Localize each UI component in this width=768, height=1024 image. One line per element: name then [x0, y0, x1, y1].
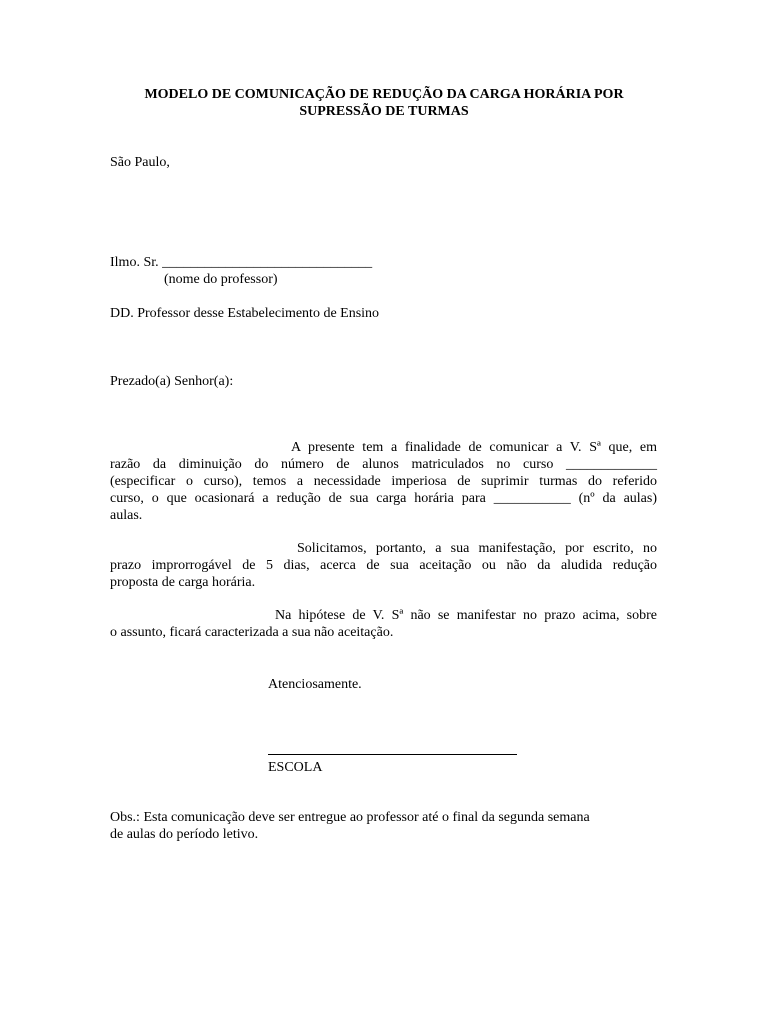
title-line-1: MODELO DE COMUNICAÇÃO DE REDUÇÃO DA CARGA HORÁRIA POR — [144, 87, 624, 102]
paragraph-2-line: proposta de carga horária. — [110, 575, 256, 590]
paragraph-3-line: Na hipótese de V. Sª não se manifestar no prazo acima, sobre — [275, 608, 657, 623]
paragraph-1-line: curso, o que ocasionará a redução de sua carga horária para ___________ (nº da aulas) — [110, 491, 657, 506]
salutation: Prezado(a) Senhor(a): — [110, 374, 234, 389]
title-line-2: SUPRESSÃO DE TURMAS — [299, 104, 469, 119]
paragraph-1-line: razão da diminuição do número de alunos matriculados no curso _____________ — [110, 457, 657, 472]
note-line-1: Obs.: Esta comunicação deve ser entregue ao professor até o final da segunda semana — [110, 810, 590, 825]
signature-label: ESCOLA — [268, 760, 323, 775]
paragraph-2 — [110, 540, 657, 591]
paragraph-1-line: (especificar o curso), temos a necessidade imperiosa de suprimir turmas do referido — [110, 474, 657, 489]
paragraph-1 — [110, 439, 657, 524]
recipient-line: Ilmo. Sr. ______________________________ — [110, 255, 373, 270]
paragraph-3 — [110, 607, 657, 641]
document-title — [104, 86, 664, 120]
paragraph-1-line: aulas. — [110, 508, 143, 523]
paragraph-3-line: o assunto, ficará caracterizada a sua não aceitação. — [110, 625, 394, 640]
paragraph-2-line: Solicitamos, portanto, a sua manifestação, por escrito, no — [297, 541, 657, 556]
recipient-role: DD. Professor desse Estabelecimento de Ensino — [110, 306, 380, 321]
recipient-hint: (nome do professor) — [164, 272, 278, 287]
signature-line — [268, 754, 517, 755]
closing: Atenciosamente. — [268, 677, 362, 692]
paragraph-1-line: A presente tem a finalidade de comunicar a V. Sª que, em — [291, 440, 657, 455]
note-line-2: de aulas do período letivo. — [110, 827, 259, 842]
paragraph-2-line: prazo improrrogável de 5 dias, acerca de sua aceitação ou não da aludida redução — [110, 558, 657, 573]
place-date: São Paulo, — [110, 155, 170, 170]
